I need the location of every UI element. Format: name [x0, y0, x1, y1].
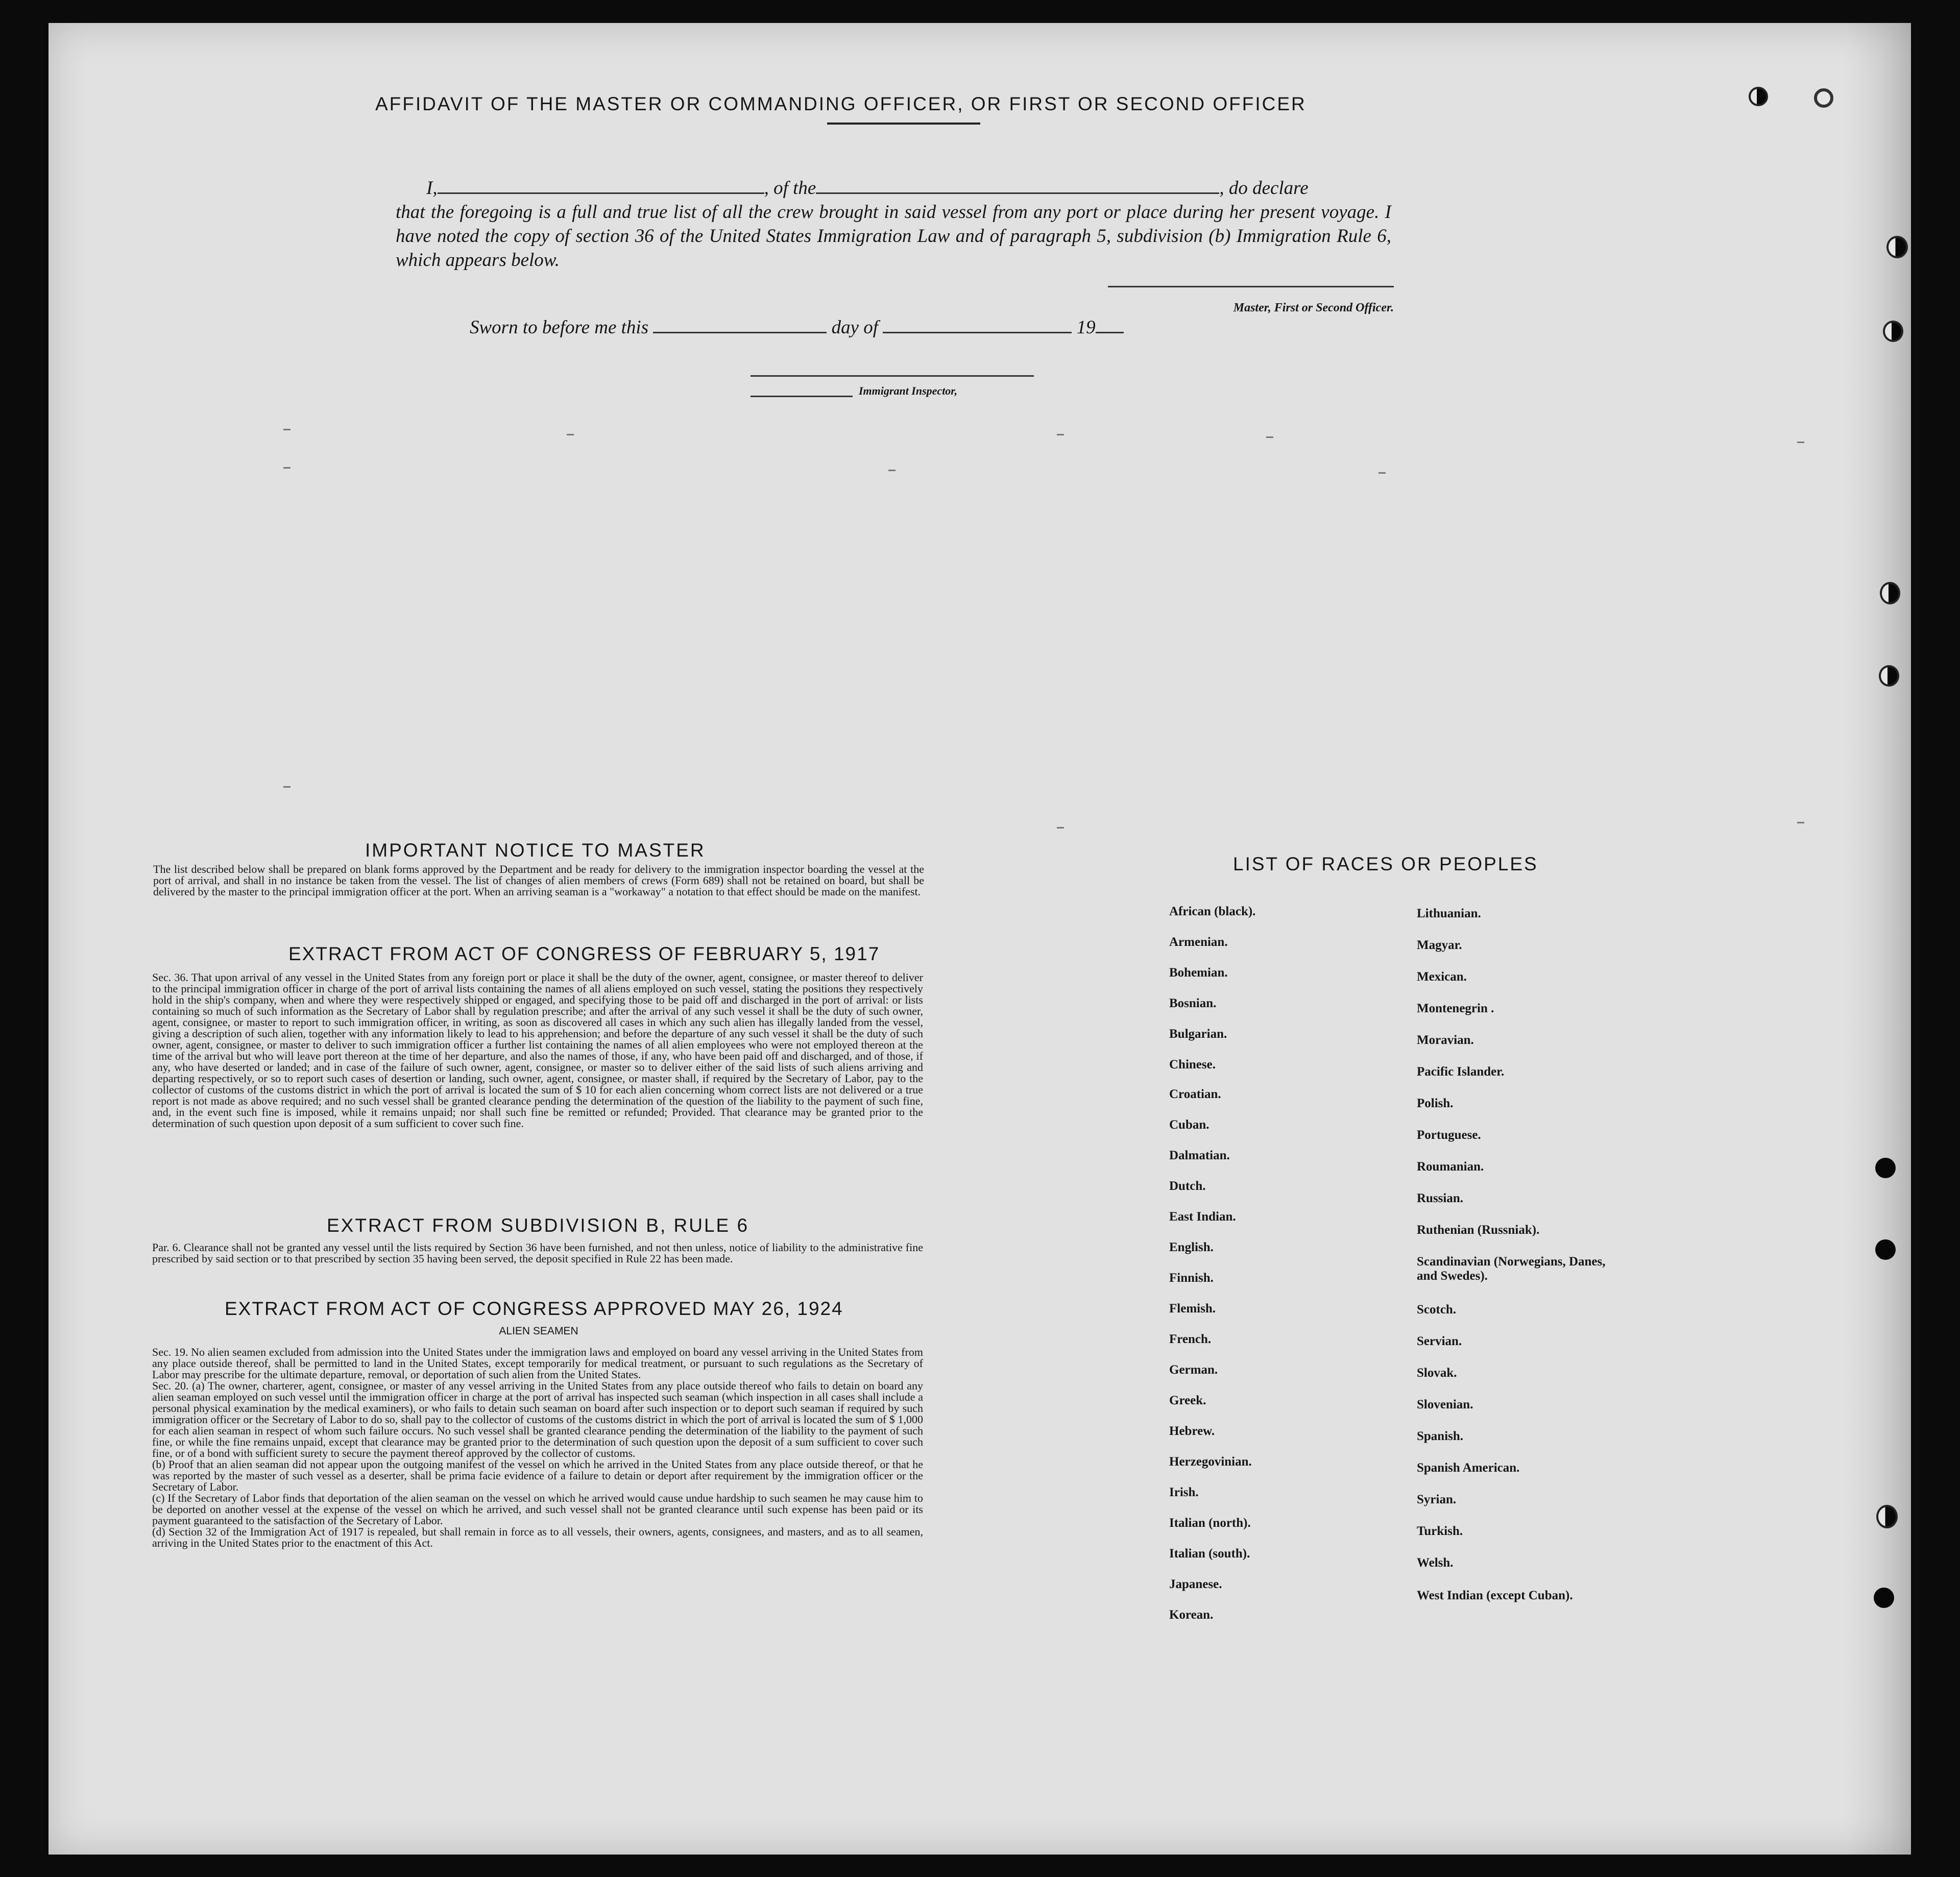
race-item: French.	[1169, 1332, 1212, 1346]
race-item: Magyar.	[1417, 938, 1462, 952]
punch-hole	[1814, 88, 1833, 108]
extract-1924-title: EXTRACT FROM ACT OF CONGRESS APPROVED MAY 26, 1924	[225, 1298, 843, 1319]
extract-1917-title: EXTRACT FROM ACT OF CONGRESS OF FEBRUARY 5, 1917	[288, 943, 880, 964]
race-item: Lithuanian.	[1417, 907, 1481, 920]
affidavit-title: AFFIDAVIT OF THE MASTER OR COMMANDING OFFICER, OR FIRST OR SECOND OFFICER	[375, 93, 1306, 114]
race-item: Herzegovinian.	[1169, 1455, 1252, 1469]
race-item: Roumanian.	[1417, 1160, 1484, 1174]
punch-hole	[1874, 1588, 1894, 1608]
extract-rule6-title: EXTRACT FROM SUBDIVISION B, RULE 6	[327, 1215, 749, 1236]
name-blank	[438, 192, 764, 194]
punch-hole	[1879, 665, 1899, 687]
race-item: English.	[1169, 1240, 1214, 1254]
race-item: Scandinavian (Norwegians, Danes, and Swedes).	[1417, 1255, 1606, 1283]
race-item: Servian.	[1417, 1334, 1462, 1348]
race-item: Chinese.	[1169, 1058, 1216, 1071]
declaration-i: I,	[426, 178, 438, 199]
punch-hole	[1875, 1158, 1896, 1178]
inspector-line-lower	[751, 396, 853, 397]
race-item: Syrian.	[1417, 1493, 1457, 1506]
race-item: West Indian (except Cuban).	[1417, 1589, 1573, 1602]
race-item: Moravian.	[1417, 1033, 1474, 1047]
race-item: Scotch.	[1417, 1303, 1457, 1317]
race-item: Pacific Islander.	[1417, 1065, 1505, 1079]
declaration-of-the: , of the	[764, 178, 816, 199]
declaration-body: that the foregoing is a full and true list of all the crew brought in said vessel from any port or place during her present voyage. I have noted the copy of section 36 of the United States Immigration Law and of paragraph 5, subdivision (b) Immigration Rule 6, which appears below.	[396, 202, 1391, 271]
race-item: East Indian.	[1169, 1210, 1236, 1224]
races-title: LIST OF RACES OR PEOPLES	[1233, 854, 1538, 874]
race-item: African (black).	[1169, 905, 1256, 918]
show-through-mark	[283, 786, 291, 788]
race-item: Slovak.	[1417, 1366, 1457, 1380]
extract-1917-text: Sec. 36. That upon arrival of any vessel in the United States from any foreign port or place it shall be the duty of the owner, agent, consignee, or master thereof to deliver to the principal immigration officer in charge of the port of arrival lists containing the names of all aliens employed on such vessel, stating the positions they respectively hold in the ship's company, when and where they were respectively shipped or engaged, and specifying those to be paid off and discharged in the port of arrival: or lists containing so much of such information as the Secretary of Labor shall by regulation prescribe; and after the arrival of any such vessel it shall be the duty of such owner, agent, consignee, or master to report to such immigration officer, in writing, as soon as discovered all cases in which any such alien has illegally landed from the vessel, giving a description of such alien, together with any information likely to lead to his apprehension; and before the departure of any such vessel it shall be the duty of such owner, agent, consignee, or master to deliver to such immigration officer a further list containing the names of all alien employees who were not employed thereon at the time of the arrival but who will leave port thereon at the time of her departure, and also the names of those, if any, who have been paid off and discharged, and of those, if any, who have deserted or landed; and in case of the failure of such owner, agent, consignee, or master so to deliver either of the said lists of such aliens arriving and departing respectively, or so to report such cases of desertion or landing, such owner, agent, consignee, or master shall, if required by the Secretary of Labor, pay to the collector of customs of the customs district in which the port of arrival is located the sum of $ 10 for each alien concerning whom correct lists are not delivered or a true report is not made as above required; and no such vessel shall be granted clearance pending the determination of the question of the liability to the payment of such fine, and, in the event such fine is imposed, while it remains unpaid; nor shall such fine be remitted or refunded; Provided. That clearance may be granted prior to the determination of such question upon deposit of a sum sufficient to cover such fine.	[152, 971, 923, 1130]
inspector-line-upper	[751, 375, 1034, 377]
affidavit-declaration	[396, 176, 1391, 272]
race-item: Flemish.	[1169, 1302, 1216, 1315]
extract-1924-paragraph: (c) If the Secretary of Labor finds that deportation of the alien seaman on the vessel on which he arrived would cause undue hardship to such seamen he may cause him to be deported on another vessel at the expense of the vessel on which he arrived, and such vessel shall not be granted clearance until such expense has been paid or its payment guaranteed to the satisfaction of the Secretary of Labor.	[152, 1492, 923, 1527]
race-item: Bulgarian.	[1169, 1027, 1227, 1041]
race-item: Korean.	[1169, 1608, 1214, 1622]
notice-text: The list described below shall be prepared on blank forms approved by the Department and be ready for delivery to the immigration inspector boarding the vessel at the port of arrival, and shall in no instance be taken from the vessel. The list of changes of alien members of crews (Form 689) shall not be retained on board, but shall be delivered by the master to the principal immigration officer at the port. When an arriving seaman is a "workaway" a notation to that effect should be made on the manifest.	[153, 863, 924, 898]
race-item: Japanese.	[1169, 1577, 1222, 1591]
master-signature-label: Master, First or Second Officer.	[1233, 301, 1394, 314]
sworn-day-blank	[653, 316, 827, 333]
punch-hole	[1886, 236, 1908, 258]
race-item: Greek.	[1169, 1394, 1206, 1407]
race-item: Irish.	[1169, 1485, 1199, 1499]
punch-hole	[1883, 321, 1903, 342]
vessel-blank	[816, 192, 1219, 194]
title-rule	[827, 123, 980, 125]
race-item: German.	[1169, 1363, 1218, 1377]
extract-rule6-text: Par. 6. Clearance shall not be granted any vessel until the lists required by Section 36 have been furnished, and not then unless, notice of liability to the administrative fine prescribed by said section or to that prescribed by section 35 having been served, the deposit specified in Rule 22 has been made.	[152, 1241, 923, 1265]
race-item: Turkish.	[1417, 1524, 1463, 1538]
sworn-year-blank	[1096, 316, 1124, 333]
sworn-year-prefix: 19	[1076, 317, 1096, 338]
sworn-text: Sworn to before me this	[470, 317, 649, 338]
race-item: Spanish American.	[1417, 1461, 1520, 1475]
race-item: Finnish.	[1169, 1271, 1214, 1285]
race-item: Cuban.	[1169, 1118, 1209, 1132]
master-signature-line	[1108, 286, 1394, 287]
extract-1924-paragraph: (d) Section 32 of the Immigration Act of 1917 is repealed, but shall remain in force as to all vessels, their owners, agents, consignees, and masters, and as to all seamen, arriving in the United States prior to the enactment of this Act.	[152, 1525, 923, 1549]
show-through-mark	[1797, 442, 1804, 443]
race-item: Italian (north).	[1169, 1516, 1251, 1530]
race-item: Polish.	[1417, 1096, 1454, 1110]
extract-1924-paragraph: (b) Proof that an alien seaman did not appear upon the outgoing manifest of the vessel on which he arrived in the United States from any place outside thereof, or that he was reported by the master of such vessel as a deserter, shall be prima facie evidence of a failure to detain or deport after requirement by the immigration officer or the Secretary of Labor.	[152, 1458, 923, 1493]
race-item: Italian (south).	[1169, 1547, 1250, 1561]
race-item: Hebrew.	[1169, 1424, 1215, 1438]
race-item: Dalmatian.	[1169, 1149, 1230, 1162]
declaration-do-declare: , do declare	[1219, 178, 1309, 199]
race-item: Armenian.	[1169, 935, 1228, 949]
extract-1924-text	[152, 1347, 923, 1549]
race-item: Croatian.	[1169, 1087, 1221, 1101]
punch-hole	[1875, 1239, 1896, 1260]
race-item: Russian.	[1417, 1191, 1464, 1205]
race-item: Bohemian.	[1169, 966, 1228, 980]
punch-hole	[1880, 582, 1900, 604]
alien-seamen-subtitle: ALIEN SEAMEN	[499, 1325, 578, 1337]
punch-hole	[1876, 1505, 1898, 1528]
race-item: Mexican.	[1417, 970, 1467, 984]
show-through-mark	[1266, 436, 1273, 438]
notice-title: IMPORTANT NOTICE TO MASTER	[365, 840, 706, 861]
punch-hole	[1749, 87, 1768, 106]
race-item: Ruthenian (Russniak).	[1417, 1223, 1540, 1237]
show-through-mark	[283, 467, 291, 469]
show-through-mark	[1378, 472, 1386, 474]
document-page	[49, 23, 1911, 1855]
show-through-mark	[1057, 434, 1064, 435]
show-through-mark	[888, 470, 896, 471]
page-edge-shadow	[1845, 23, 1911, 1855]
show-through-mark	[1057, 827, 1064, 828]
race-item: Welsh.	[1417, 1556, 1454, 1570]
sworn-month-blank	[883, 316, 1072, 333]
extract-1924-paragraph: Sec. 19. No alien seamen excluded from admission into the United States under the immigration laws and employed on board any vessel arriving in the United States from any place outside thereof, shall be permitted to land in the United States, except temporarily for medical treatment, or pursuant to such regulations as the Secretary of Labor may prescribe for the ultimate departure, removal, or deportation of such alien from the United States.	[152, 1346, 923, 1381]
sworn-statement	[470, 316, 1124, 338]
show-through-mark	[1797, 822, 1804, 823]
sworn-day-of: day of	[831, 317, 879, 338]
race-item: Spanish.	[1417, 1429, 1464, 1443]
extract-1924-paragraph: Sec. 20. (a) The owner, charterer, agent, consignee, or master of any vessel arriving in the United States from any place outside thereof who fails to detain on board any alien seaman employed on such vessel until the immigration officer in charge at the port of arrival has inspected such seaman (which inspection in all cases shall include a personal physical examination by the medical examiners), or who fails to detain such seaman on board after such inspection or to deport such seaman if required by such immigration officer or the Secretary of Labor to do so, shall pay to the collector of customs of the customs district in which the port of arrival is located the sum of $ 1,000 for each alien seaman in respect of whom such failure occurs. No such vessel shall be granted clearance pending the determination of the liability to the payment of such fine, or while the fine remains unpaid, except that clearance may be granted prior to the determination of such question upon the deposit of a sum sufficient to cover such fine, or of a bond with sufficient surety to secure the payment thereof approved by the collector of customs.	[152, 1379, 923, 1459]
race-item: Portuguese.	[1417, 1128, 1481, 1142]
immigrant-inspector-label: Immigrant Inspector,	[859, 384, 958, 397]
race-item: Slovenian.	[1417, 1398, 1473, 1411]
show-through-mark	[567, 434, 574, 435]
race-item: Dutch.	[1169, 1179, 1206, 1193]
race-item: Bosnian.	[1169, 996, 1217, 1010]
show-through-mark	[283, 429, 291, 430]
race-item: Montenegrin .	[1417, 1002, 1494, 1015]
